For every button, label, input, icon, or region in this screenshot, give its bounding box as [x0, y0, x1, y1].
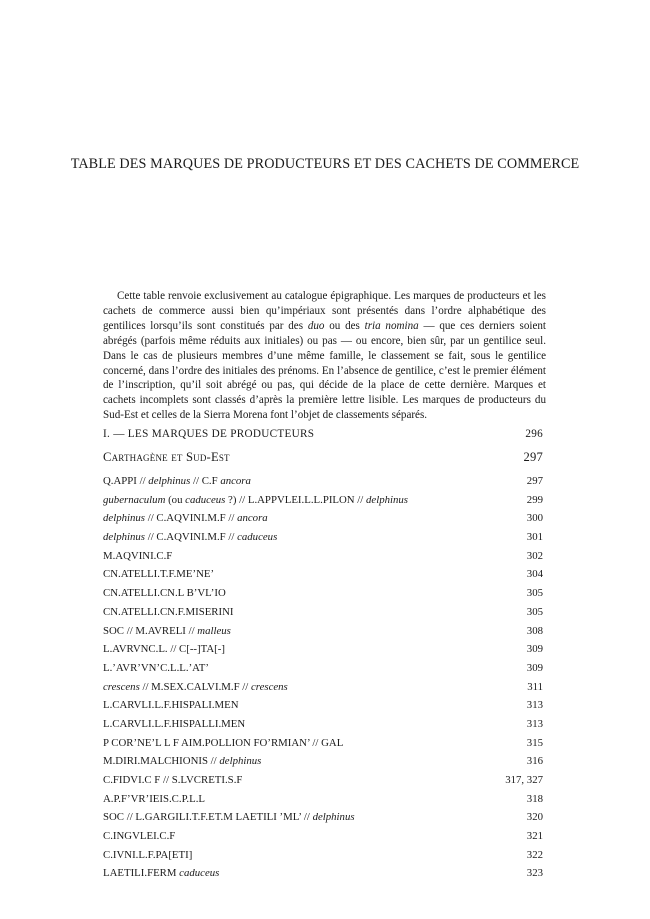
- entry-label-segment: crescens: [103, 680, 140, 693]
- entry-label-segment: caduceus: [237, 531, 278, 544]
- entry-label-segment: C.IVNI.L.F.PA[ETI]: [103, 848, 193, 861]
- entry-label: [103, 494, 408, 506]
- entry-label-segment: CN.ATELLI.T.F.ME’NE’: [103, 568, 215, 581]
- entry-label-segment: L.CARVLI.L.F.HISPALLI.MEN: [103, 717, 246, 730]
- entry-label-segment: ?) // L.APPVLEI.L.L.PILON //: [225, 493, 367, 506]
- entry-page: 309: [526, 643, 543, 656]
- entry-page: 304: [526, 568, 543, 581]
- entry-row: [103, 587, 543, 606]
- entry-row: [103, 568, 543, 587]
- entry-row: [103, 643, 543, 662]
- entry-label: [103, 867, 219, 879]
- entry-label: [103, 699, 239, 711]
- entry-row: [103, 625, 543, 644]
- entry-list: [103, 475, 543, 886]
- entry-row: [103, 550, 543, 569]
- entry-label: [103, 643, 225, 655]
- entry-row: [103, 606, 543, 625]
- entry-page: 305: [526, 587, 543, 600]
- entry-page: 323: [526, 867, 543, 880]
- entry-label-segment: delphinus: [148, 475, 191, 487]
- entry-page: 317, 327: [505, 774, 543, 786]
- entry-page: 315: [526, 736, 543, 749]
- entry-row: [103, 793, 543, 812]
- entry-label: [103, 755, 261, 767]
- entry-label-segment: L.’AVR’VN’C.L.L.’AT’: [103, 661, 209, 674]
- entry-label: [103, 606, 234, 618]
- entry-page: 309: [526, 661, 543, 674]
- entry-row: [103, 512, 543, 531]
- entry-label-segment: delphinus: [103, 531, 145, 544]
- entry-label-segment: L.AVRVNC.L. // C[--]TA[-]: [103, 643, 225, 656]
- intro-paragraph: [103, 289, 546, 423]
- entry-label: [103, 681, 288, 693]
- entry-page: 322: [526, 848, 543, 861]
- entry-label-segment: delphinus: [219, 755, 262, 768]
- entry-label-segment: CN.ATELLI.CN.F.MISERINI: [103, 605, 234, 618]
- entry-row: [103, 774, 543, 793]
- entry-page: 320: [526, 811, 543, 824]
- part-heading: [103, 428, 543, 450]
- entry-row: [103, 699, 543, 718]
- entry-label-segment: L.CARVLI.L.F.HISPALI.MEN: [103, 699, 239, 712]
- entry-page: 316: [526, 755, 543, 768]
- entry-label: [103, 811, 355, 823]
- entry-label-segment: Q.APPI //: [103, 475, 149, 487]
- entry-row: [103, 494, 543, 513]
- entry-label-segment: caduceus: [179, 867, 220, 880]
- intro-segment: Cette table renvoie exclusivement au catalogue épigraphique. Les marques de producteurs et les cachets de commerce aussi bien qu’impériaux sont présentés dans l’ordre alphabétique des gentilices lorsqu’ils sont constitués par des: [103, 290, 546, 332]
- entry-label-segment: delphinus: [103, 512, 145, 525]
- entry-label-segment: // C.F: [190, 475, 221, 487]
- entry-label-segment: // M.SEX.CALVI.M.F //: [139, 680, 251, 693]
- entry-page: 318: [526, 792, 543, 805]
- entry-label: [103, 568, 214, 580]
- entry-row: [103, 531, 543, 550]
- section-heading-label: Carthagène et Sud-Est: [103, 450, 230, 464]
- entry-label-segment: LAETILI.FERM: [103, 867, 180, 880]
- entry-row: [103, 830, 543, 849]
- entry-label: [103, 793, 205, 805]
- table-of-marks: [103, 428, 543, 886]
- entry-label: [103, 531, 277, 543]
- entry-label: [103, 849, 192, 861]
- entry-page: 313: [526, 717, 543, 730]
- entry-label-segment: A.P.F’VR’IEIS.C.P.L.L: [103, 792, 205, 805]
- entry-label-segment: M.AQVINI.C.F: [103, 549, 173, 562]
- entry-label-segment: M.DIRI.MALCHIONIS //: [103, 755, 220, 768]
- entry-label-segment: caduceus: [185, 493, 226, 506]
- entry-label-segment: delphinus: [312, 811, 355, 824]
- entry-page: 313: [526, 699, 543, 712]
- intro-segment: tria nomina: [364, 319, 419, 332]
- entry-row: [103, 755, 543, 774]
- entry-page: 308: [526, 624, 543, 637]
- entry-label-segment: delphinus: [366, 493, 409, 506]
- entry-label-segment: ancora: [237, 512, 268, 525]
- intro-segment: — que ces derniers soient abrégés (parfois même réduits aux initiales) ou pas — ou encore, bien sûr, par un gentilice seul. Dans le cas de plusieurs membres d’une même famille, le classement se fait, sous le gentilice concerné, dans l’ordre des initiales des prénoms. En l’absence de gentilice, c’est le premier élément de l’inscription, qu’il soit abrégé ou pas, qui décide de la place de cette dernière. Marques et cachets incomplets sont classés d’après la première lettre lisible. Les marques de producteurs du Sud-Est et celles de la Sierra Morena font l’objet de classements séparés.: [103, 319, 547, 422]
- entry-label-segment: SOC // M.AVRELI //: [103, 624, 198, 637]
- intro-segment: duo: [307, 319, 325, 332]
- entry-label-segment: (ou: [165, 493, 186, 506]
- part-heading-label: I. — LES MARQUES DE PRODUCTEURS: [103, 428, 315, 440]
- entry-label: [103, 512, 268, 524]
- entry-label: [103, 587, 226, 599]
- entry-page: 311: [527, 680, 543, 693]
- entry-row: [103, 662, 543, 681]
- entry-label-segment: crescens: [250, 680, 288, 693]
- entry-label-segment: P COR’NE’L L F AIM.POLLION FO’RMIAN’ // GAL: [103, 736, 344, 749]
- entry-row: [103, 475, 543, 494]
- entry-label: [103, 475, 251, 487]
- entry-page: 297: [526, 475, 543, 487]
- entry-label-segment: C.INGVLEI.C.F: [103, 830, 176, 843]
- entry-page: 321: [526, 830, 543, 843]
- entry-row: [103, 867, 543, 886]
- entry-label: [103, 737, 343, 749]
- entry-page: 302: [526, 549, 543, 562]
- entry-label: [103, 625, 231, 637]
- section-heading: [103, 450, 543, 475]
- entry-label-segment: SOC // L.GARGILI.T.F.ET.M LAETILI ’ML’ //: [103, 811, 313, 824]
- entry-label: [103, 662, 209, 674]
- entry-label: [103, 830, 175, 842]
- section-heading-page: 297: [523, 450, 543, 464]
- entry-row: [103, 849, 543, 868]
- entry-label-segment: // C.AQVINI.M.F //: [145, 512, 238, 525]
- entry-label-segment: ancora: [220, 475, 251, 487]
- entry-row: [103, 737, 543, 756]
- page-title: TABLE DES MARQUES DE PRODUCTEURS ET DES CACHETS DE COMMERCE: [70, 156, 580, 172]
- entry-row: [103, 681, 543, 700]
- entry-label-segment: CN.ATELLI.CN.L B’VL’IO: [103, 587, 226, 600]
- entry-page: 305: [526, 605, 543, 618]
- entry-label-segment: C.FIDVI.C F // S.LVCRETI.S.F: [103, 774, 243, 786]
- entry-row: [103, 811, 543, 830]
- entry-label: [103, 550, 172, 562]
- entry-page: 299: [526, 493, 543, 506]
- part-heading-page: 296: [525, 428, 543, 440]
- entry-label: [103, 718, 245, 730]
- entry-page: 300: [526, 512, 543, 525]
- entry-page: 301: [526, 531, 543, 544]
- entry-label-segment: gubernaculum: [103, 493, 166, 506]
- entry-row: [103, 718, 543, 737]
- intro-segment: ou des: [324, 319, 365, 332]
- entry-label-segment: // C.AQVINI.M.F //: [145, 531, 238, 544]
- entry-label: [103, 774, 242, 786]
- entry-label-segment: malleus: [197, 624, 231, 637]
